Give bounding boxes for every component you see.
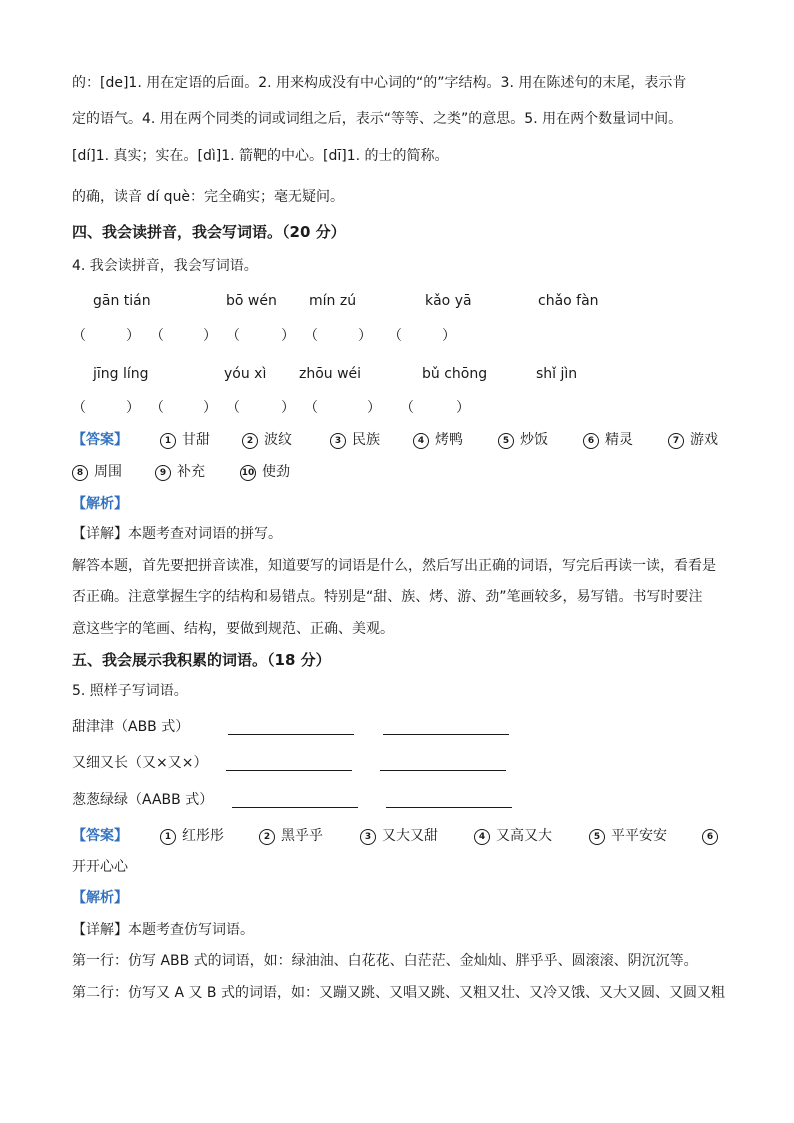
paren-close: ） [126, 328, 140, 344]
paren-close: ） [203, 328, 217, 344]
pinyin-cell: jīng líng [93, 366, 149, 382]
explain-line-1: 解答本题，首先要把拼音读准，知道要写的词语是什么，然后写出正确的词语，写完后再读一读，看看是 [72, 558, 716, 574]
answer-item: 1 甘甜 [160, 430, 210, 450]
paren-open: （ [304, 328, 318, 344]
answer-item: 9 补充 [155, 462, 205, 482]
question-4: 4. 我会读拼音，我会写词语。 [72, 258, 258, 274]
answer-item: 3 又大又甜 [360, 826, 438, 846]
answer-item: 7 游戏 [668, 430, 718, 450]
paren-close: ） [203, 400, 217, 416]
paren-close: ） [281, 328, 295, 344]
analysis-tag: 【解析】 [72, 890, 128, 906]
answer-item: 6 精灵 [583, 430, 633, 450]
answer-tag: 【答案】 [72, 432, 128, 448]
pinyin-cell: yóu xì [224, 366, 267, 382]
answer-blank-row-1 [0, 326, 794, 346]
detail-line: 【详解】本题考查仿写词语。 [72, 922, 254, 938]
pinyin-row-2 [0, 364, 794, 384]
answer-item: 10 使劲 [241, 464, 290, 480]
paren-close: ） [367, 400, 381, 416]
paren-close: ） [442, 328, 456, 344]
explain-line-2: 否正确。注意掌握生字的结构和易错点。特别是“甜、族、烤、游、劲”笔画较多，易写错。书写时要注 [72, 589, 703, 605]
paren-open: （ [304, 400, 318, 416]
paren-open: （ [150, 400, 164, 416]
paren-open: （ [226, 400, 240, 416]
answer-tag: 【答案】 [72, 828, 128, 844]
answer-item: 5 炒饭 [498, 430, 548, 450]
paren-close: ） [281, 400, 295, 416]
row-explain-2: 第二行：仿写又 A 又 B 式的词语，如：又蹦又跳、又唱又跳、又粗又壮、又冷又饿、又大又圆、又圆又粗 [72, 985, 725, 1001]
answer-item: 3 民族 [330, 430, 380, 450]
paren-open: （ [226, 328, 240, 344]
answer-row-5a [0, 826, 794, 846]
example-label-aabb: 葱葱绿绿（AABB 式） [72, 792, 214, 808]
answer-item: 1 红彤彤 [160, 826, 224, 846]
paren-open: （ [150, 328, 164, 344]
answer-blank [386, 807, 512, 808]
pinyin-cell: zhōu wéi [299, 366, 362, 382]
pinyin-row-1 [0, 291, 794, 311]
answer-blank [228, 734, 354, 735]
intro-line-3: [dí]1. 真实；实在。[dì]1. 箭靶的中心。[dī]1. 的士的简称。 [72, 148, 449, 164]
example-label-abb: 甜津津（ABB 式） [72, 719, 190, 735]
answer-blank-row-2 [0, 398, 794, 418]
answer-item: 2 黑乎乎 [259, 826, 323, 846]
pinyin-cell: bǔ chōng [422, 366, 488, 382]
intro-line-2: 定的语气。4. 用在两个同类的词或词组之后，表示“等等、之类”的意思。5. 用在两个数量词中间。 [72, 111, 683, 127]
paren-open: （ [388, 328, 402, 344]
intro-line-1: 的：[de]1. 用在定语的后面。2. 用来构成没有中心词的“的”字结构。3. 用在陈述句的末尾，表示肯 [72, 75, 687, 91]
section-4-heading: 四、我会读拼音，我会写词语。（20 分） [72, 223, 346, 241]
answer-item: 8 周围 [72, 462, 122, 482]
answer-item: 4 又高又大 [474, 826, 552, 846]
answer-item: 2 波纹 [242, 430, 292, 450]
paren-open: （ [72, 400, 86, 416]
pinyin-cell: chǎo fàn [538, 293, 599, 309]
analysis-tag: 【解析】 [72, 496, 128, 512]
answer-item: 4 烤鸭 [413, 430, 463, 450]
intro-line-4: 的确，读音 dí què：完全确实；毫无疑问。 [72, 189, 345, 205]
paren-open: （ [400, 400, 414, 416]
explain-line-3: 意这些字的笔画、结构，要做到规范、正确、美观。 [72, 621, 394, 637]
answer-blank [226, 770, 352, 771]
answer-blank [380, 770, 506, 771]
pinyin-cell: shǐ jìn [536, 366, 578, 382]
answer-item: 5 平平安安 [589, 826, 667, 846]
pinyin-cell: mín zú [309, 293, 357, 309]
answer-row-4a [0, 430, 794, 450]
answer-blank [383, 734, 509, 735]
paren-close: ） [126, 400, 140, 416]
paren-close: ） [358, 328, 372, 344]
example-label-you: 又细又长（又×又×） [72, 755, 208, 771]
pinyin-cell: bō wén [226, 293, 277, 309]
answer-item: 6 [702, 826, 724, 846]
detail-line: 【详解】本题考查对词语的拼写。 [72, 526, 282, 542]
pinyin-cell: gān tián [93, 293, 151, 309]
section-5-heading: 五、我会展示我积累的词语。（18 分） [72, 651, 331, 669]
answer-item-continued: 开开心心 [72, 859, 128, 875]
paren-open: （ [72, 328, 86, 344]
answer-blank [232, 807, 358, 808]
pinyin-cell: kǎo yā [425, 293, 472, 309]
question-5: 5. 照样子写词语。 [72, 683, 188, 699]
row-explain-1: 第一行：仿写 ABB 式的词语，如：绿油油、白花花、白茫茫、金灿灿、胖乎乎、圆滚滚、阴沉沉等。 [72, 953, 698, 969]
answer-row-4b [0, 462, 794, 482]
paren-close: ） [456, 400, 470, 416]
